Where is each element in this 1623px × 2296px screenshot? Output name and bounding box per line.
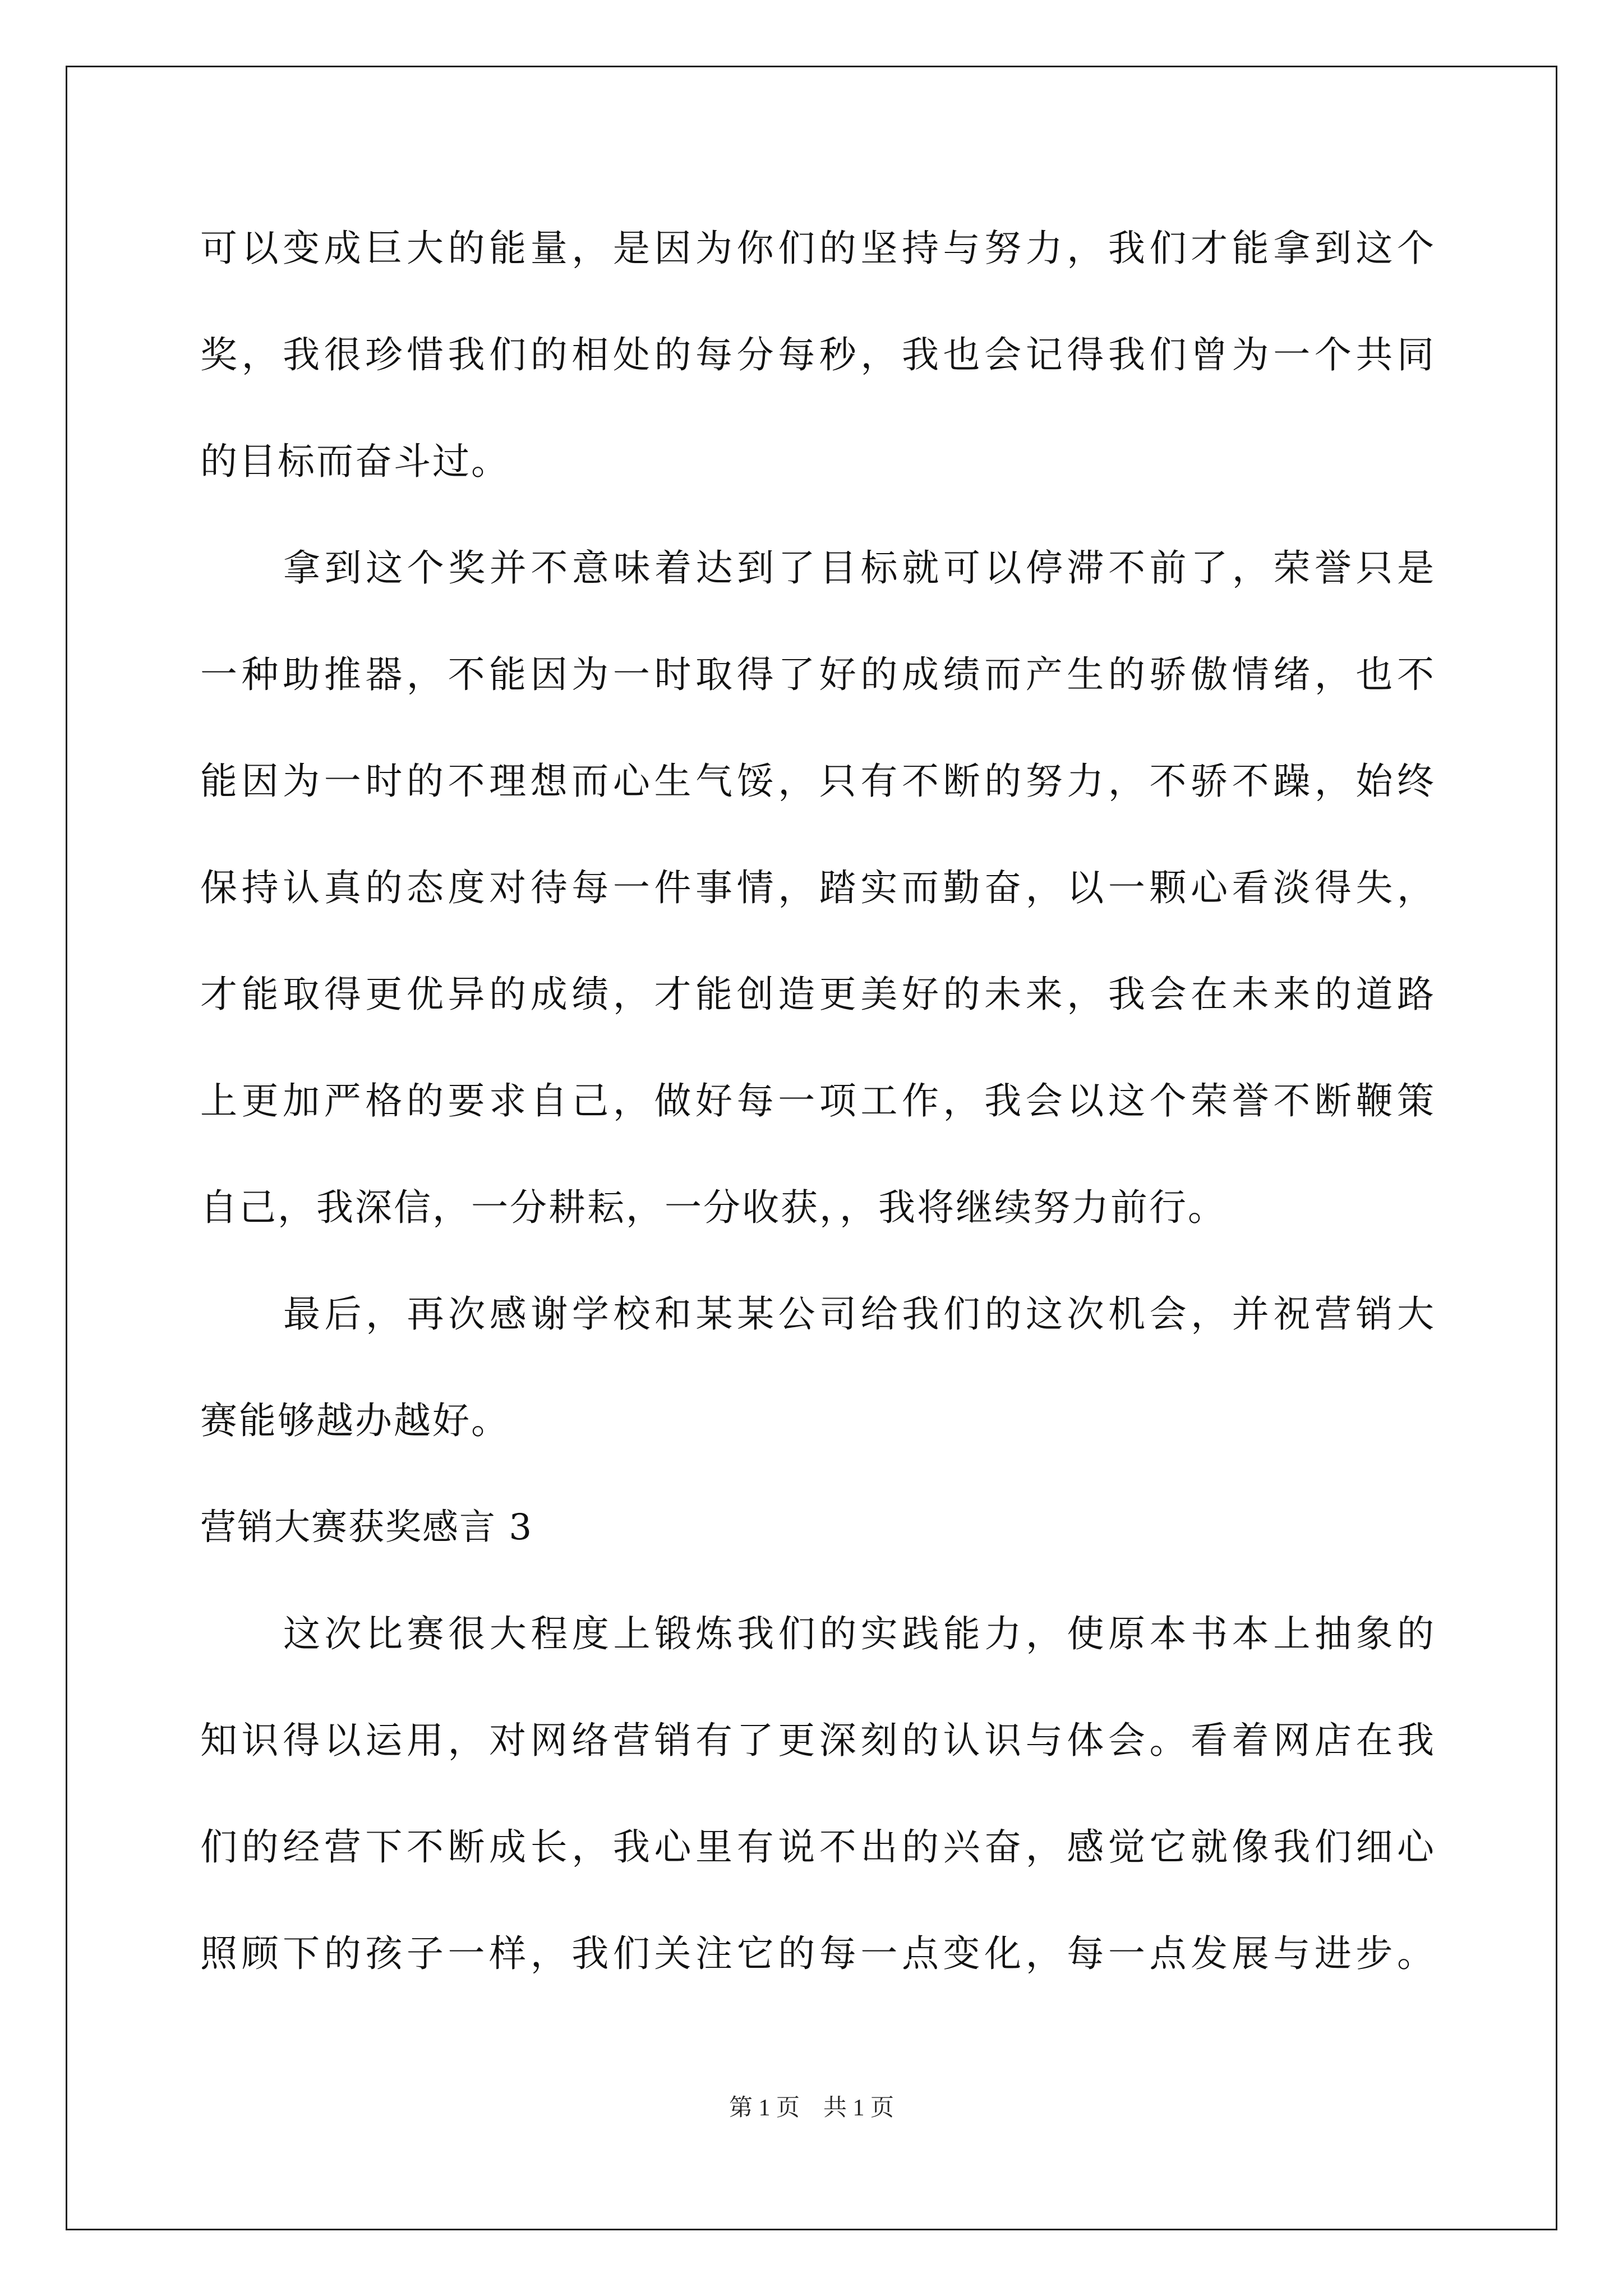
page-border bbox=[66, 66, 1557, 2230]
text-line: 拿到这个奖并不意味着达到了目标就可以停滞不前了，荣誉只是 bbox=[283, 546, 1434, 590]
text-line: 这次比赛很大程度上锻炼我们的实践能力，使原本书本上抽象的 bbox=[283, 1612, 1434, 1655]
text-line: 照顾下的孩子一样，我们关注它的每一点变化，每一点发展与进步。 bbox=[200, 1932, 1434, 1975]
text-line: 可以变成巨大的能量，是因为你们的坚持与努力，我们才能拿到这个 bbox=[200, 227, 1434, 270]
text-line: 自己，我深信，一分耕耘，一分收获，，我将继续努力前行。 bbox=[200, 1186, 1227, 1229]
text-line: 一种助推器，不能因为一时取得了好的成绩而产生的骄傲情绪，也不 bbox=[200, 653, 1434, 696]
text-line: 奖，我很珍惜我们的相处的每分每秒，我也会记得我们曾为一个共同 bbox=[200, 333, 1434, 376]
text-line: 能因为一时的不理想而心生气馁，只有不断的努力，不骄不躁，始终 bbox=[200, 760, 1434, 803]
text-line: 才能取得更优异的成绩，才能创造更美好的未来，我会在未来的道路 bbox=[200, 973, 1434, 1016]
text-line: 们的经营下不断成长，我心里有说不出的兴奋，感觉它就像我们细心 bbox=[200, 1825, 1434, 1869]
text-line: 知识得以运用，对网络营销有了更深刻的认识与体会。看着网店在我 bbox=[200, 1719, 1434, 1762]
text-line: 保持认真的态度对待每一件事情，踏实而勤奋，以一颗心看淡得失， bbox=[200, 866, 1434, 909]
page-footer: 第 1 页 共 1 页 bbox=[728, 2095, 894, 2121]
section-heading: 营销大赛获奖感言 3 bbox=[200, 1507, 533, 1548]
text-line: 最后，再次感谢学校和某某公司给我们的这次机会，并祝营销大 bbox=[283, 1292, 1434, 1336]
text-line: 的目标而奋斗过。 bbox=[200, 440, 510, 483]
text-line: 赛能够越办越好。 bbox=[200, 1399, 510, 1442]
text-line: 上更加严格的要求自己，做好每一项工作，我会以这个荣誉不断鞭策 bbox=[200, 1079, 1434, 1122]
